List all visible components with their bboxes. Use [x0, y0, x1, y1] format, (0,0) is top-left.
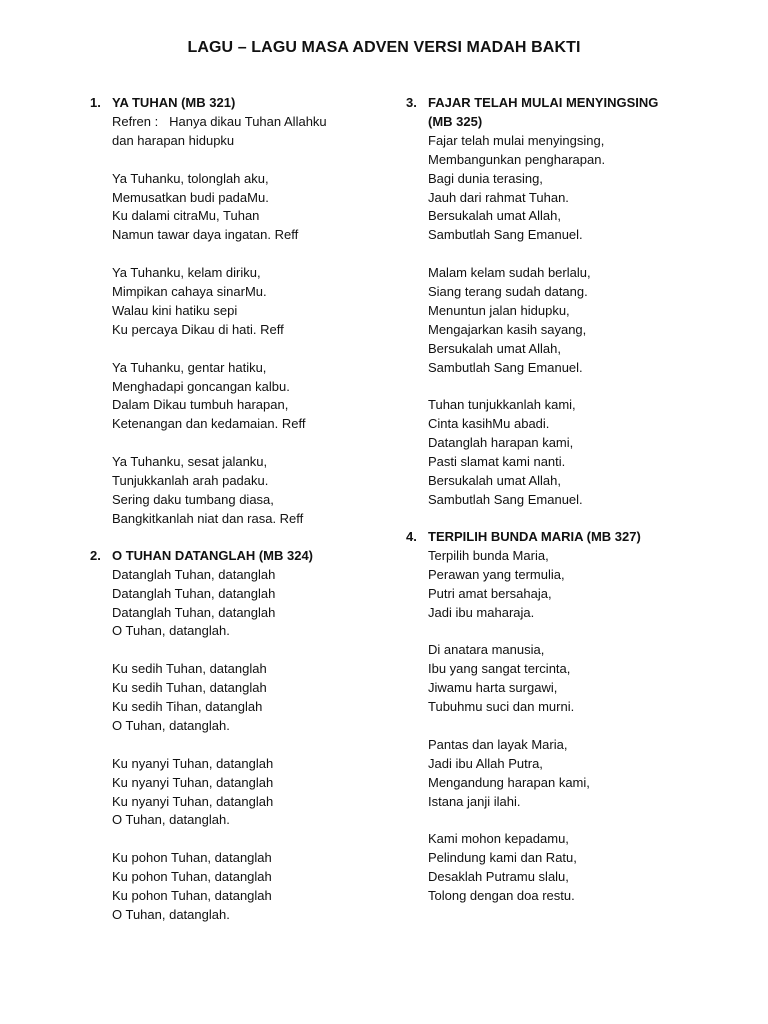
stanza: [112, 359, 390, 435]
lyric-line: Ku nyanyi Tuhan, datanglah: [112, 774, 274, 790]
song-heading: [406, 528, 736, 547]
refrain-label: Refren :: [112, 113, 159, 129]
stanza: [428, 547, 736, 623]
lyric-line: Ya Tuhanku, sesat jalanku,: [112, 454, 268, 470]
lyric-line: Ku sedih Tihan, datanglah: [112, 699, 263, 715]
lyric-line: Datanglah Tuhan, datanglah: [112, 585, 276, 601]
song-2: [90, 547, 390, 925]
stanza: [112, 566, 390, 642]
lyric-line: Ku pohon Tuhan, datanglah: [112, 888, 272, 904]
lyric-line: Kami mohon kepadamu,: [428, 831, 569, 847]
left-column: [90, 94, 390, 943]
lyric-line: Walau kini hatiku sepi: [112, 302, 238, 318]
lyric-line: Jadi ibu Allah Putra,: [428, 755, 543, 771]
lyric-line: Di anatara manusia,: [428, 642, 545, 658]
refrain-line: dan harapan hidupku: [112, 132, 235, 148]
stanzas: [112, 170, 390, 529]
lyric-line: O Tuhan, datanglah.: [112, 623, 230, 639]
lyric-line: Ku sedih Tuhan, datanglah: [112, 661, 267, 677]
lyric-line: Jauh dari rahmat Tuhan.: [428, 189, 569, 205]
lyric-line: Fajar telah mulai menyingsing,: [428, 132, 605, 148]
song-title: YA TUHAN (MB 321): [112, 95, 236, 110]
stanza: [428, 830, 736, 906]
song-number: 4.: [406, 528, 417, 544]
lyric-line: Membangunkan pengharapan.: [428, 151, 606, 167]
lyric-line: Menghadapi goncangan kalbu.: [112, 378, 290, 394]
stanza: [112, 170, 390, 246]
stanza: [112, 264, 390, 340]
lyric-line: Ibu yang sangat tercinta,: [428, 661, 571, 677]
stanzas: [428, 547, 736, 906]
song-1: [90, 94, 390, 529]
lyric-line: Ya Tuhanku, tolonglah aku,: [112, 170, 269, 186]
refrain-line: Hanya dikau Tuhan Allahku: [169, 113, 327, 129]
stanza: [112, 755, 390, 831]
lyric-line: Bersukalah umat Allah,: [428, 473, 561, 489]
song-heading: [90, 94, 390, 113]
lyric-line: Ku nyanyi Tuhan, datanglah: [112, 793, 274, 809]
lyric-line: Istana janji ilahi.: [428, 793, 521, 809]
song-heading: [406, 94, 736, 132]
lyric-line: Dalam Dikau tumbuh harapan,: [112, 397, 289, 413]
song-number: 3.: [406, 95, 417, 110]
song-title: FAJAR TELAH MULAI MENYINGSING (MB 325): [428, 95, 659, 129]
lyric-line: Sambutlah Sang Emanuel.: [428, 227, 583, 243]
lyric-line: Menuntun jalan hidupku,: [428, 302, 570, 318]
lyric-line: O Tuhan, datanglah.: [112, 812, 230, 828]
lyric-line: Ya Tuhanku, gentar hatiku,: [112, 359, 267, 375]
lyric-line: Datanglah Tuhan, datanglah: [112, 566, 276, 582]
refrain: [112, 113, 390, 151]
stanzas: [112, 566, 390, 925]
lyric-line: Mengajarkan kasih sayang,: [428, 321, 587, 337]
lyric-line: Sambutlah Sang Emanuel.: [428, 492, 583, 507]
stanza: [112, 453, 390, 529]
lyric-line: Mimpikan cahaya sinarMu.: [112, 284, 267, 300]
lyric-line: Siang terang sudah datang.: [428, 284, 588, 300]
right-column: [406, 94, 736, 924]
song-title: TERPILIH BUNDA MARIA (MB 327): [428, 528, 641, 544]
lyric-line: Namun tawar daya ingatan. Reff: [112, 227, 299, 243]
stanzas: [428, 132, 736, 510]
lyric-line: Pasti slamat kami nanti.: [428, 454, 566, 470]
stanza: [112, 660, 390, 736]
song-body: [406, 132, 736, 510]
lyric-line: Tuhan tunjukkanlah kami,: [428, 397, 576, 413]
lyric-line: Ku pohon Tuhan, datanglah: [112, 850, 272, 866]
song-3: [406, 94, 736, 510]
lyric-line: Ku pohon Tuhan, datanglah: [112, 869, 272, 885]
lyric-line: Cinta kasihMu abadi.: [428, 416, 550, 432]
lyric-line: Bersukalah umat Allah,: [428, 208, 561, 224]
lyric-line: Ku percaya Dikau di hati. Reff: [112, 321, 284, 337]
lyric-line: Ku nyanyi Tuhan, datanglah: [112, 755, 274, 771]
lyric-line: Datanglah Tuhan, datanglah: [112, 604, 276, 620]
lyric-line: Ku dalami citraMu, Tuhan: [112, 208, 260, 224]
lyric-line: Jadi ibu maharaja.: [428, 604, 535, 620]
song-number: 2.: [90, 547, 101, 563]
stanza: [428, 641, 736, 717]
lyric-line: Ku sedih Tuhan, datanglah: [112, 680, 267, 696]
lyric-line: Tolong dengan doa restu.: [428, 888, 575, 904]
lyric-line: Tubuhmu suci dan murni.: [428, 699, 575, 715]
lyric-line: Pantas dan layak Maria,: [428, 736, 568, 752]
lyric-line: Bangkitkanlah niat dan rasa. Reff: [112, 510, 304, 526]
song-heading: [90, 547, 390, 566]
song-4: [406, 528, 736, 906]
lyric-line: Bersukalah umat Allah,: [428, 340, 561, 356]
stanza: [428, 396, 736, 509]
lyric-line: Datanglah harapan kami,: [428, 435, 574, 451]
lyric-line: Desaklah Putramu slalu,: [428, 869, 569, 885]
lyric-line: Sambutlah Sang Emanuel.: [428, 359, 583, 375]
page-title: LAGU – LAGU MASA ADVEN VERSI MADAH BAKTI: [187, 39, 581, 56]
stanza: [428, 264, 736, 377]
lyric-line: Putri amat bersahaja,: [428, 585, 552, 601]
lyric-line: O Tuhan, datanglah.: [112, 906, 230, 922]
lyric-line: Perawan yang termulia,: [428, 566, 565, 582]
song-body: [406, 547, 736, 906]
lyric-line: Ya Tuhanku, kelam diriku,: [112, 265, 261, 281]
song-number: 1.: [90, 95, 101, 110]
lyric-line: Terpilih bunda Maria,: [428, 547, 549, 563]
lyric-line: Pelindung kami dan Ratu,: [428, 850, 577, 866]
lyric-line: Jiwamu harta surgawi,: [428, 680, 558, 696]
stanza: [428, 736, 736, 812]
song-title: O TUHAN DATANGLAH (MB 324): [112, 547, 314, 563]
stanza: [428, 132, 736, 245]
lyric-line: O Tuhan, datanglah.: [112, 717, 230, 733]
lyric-line: Memusatkan budi padaMu.: [112, 189, 269, 205]
lyric-line: Malam kelam sudah berlalu,: [428, 265, 591, 281]
lyric-line: Tunjukkanlah arah padaku.: [112, 473, 269, 489]
lyric-line: Mengandung harapan kami,: [428, 774, 590, 790]
stanza: [112, 849, 390, 925]
song-body: [90, 113, 390, 529]
lyric-line: Ketenangan dan kedamaian. Reff: [112, 416, 306, 432]
lyric-line: Sering daku tumbang diasa,: [112, 491, 274, 507]
song-body: [90, 566, 390, 925]
lyric-line: Bagi dunia terasing,: [428, 170, 543, 186]
